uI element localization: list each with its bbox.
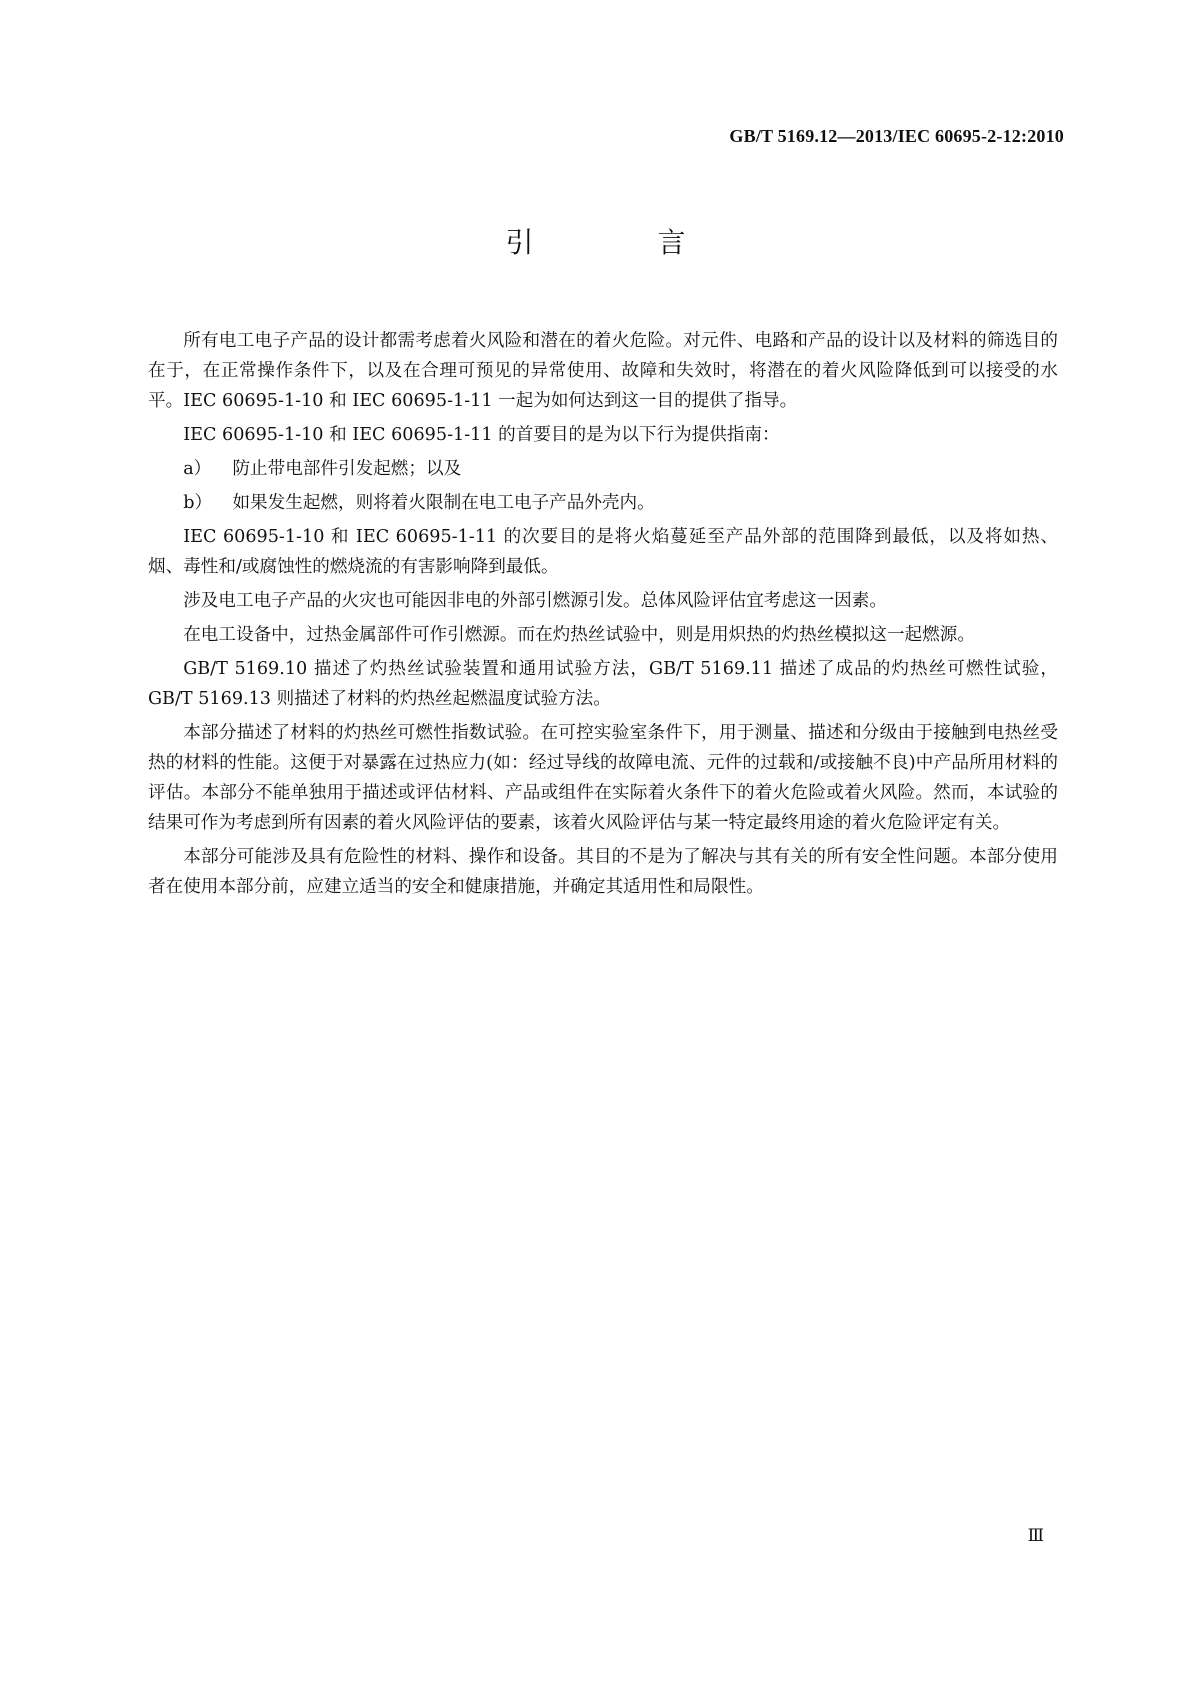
- list-item-marker: a）: [183, 459, 212, 479]
- list-item: [148, 488, 1058, 518]
- paragraph: IEC 60695-1-10 和 IEC 60695-1-11 的次要目的是将火焰蔓延至产品外部的范围降到最低，以及将如热、烟、毒性和/或腐蚀性的燃烧流的有害影响降到最低。: [148, 527, 1058, 577]
- paragraph: IEC 60695-1-10 和 IEC 60695-1-11 的首要目的是为以下行为提供指南：: [183, 425, 780, 445]
- paragraph: 所有电工电子产品的设计都需考虑着火风险和潜在的着火危险。对元件、电路和产品的设计以及材料的筛选目的在于，在正常操作条件下，以及在合理可预见的异常使用、故障和失效时，将潜在的着火风险降低到可以接受的水平。IEC 60695-1-10 和 IEC 60695-1-11 一起为如何达到这一目的提供了指导。: [148, 331, 1058, 411]
- standard-code-header: GB/T 5169.12—2013/IEC 60695-2-12:2010: [729, 126, 1064, 146]
- paragraph: 本部分描述了材料的灼热丝可燃性指数试验。在可控实验室条件下，用于测量、描述和分级由于接触到电热丝受热的材料的性能。这便于对暴露在过热应力(如：经过导线的故障电流、元件的过载和/或接触不良)中产品所用材料的评估。本部分不能单独用于描述或评估材料、产品或组件在实际着火条件下的着火危险或着火风险。然而，本试验的结果可作为考虑到所有因素的着火风险评估的要素，该着火风险评估与某一特定最终用途的着火危险评定有关。: [148, 723, 1058, 833]
- list-item-text: 防止带电部件引发起燃；以及: [232, 459, 462, 479]
- list-item-marker: b）: [183, 493, 213, 513]
- list-item-text: 如果发生起燃，则将着火限制在电工电子产品外壳内。: [232, 493, 655, 513]
- list-item: [148, 454, 1058, 484]
- paragraph: GB/T 5169.10 描述了灼热丝试验装置和通用试验方法，GB/T 5169.11 描述了成品的灼热丝可燃性试验，GB/T 5169.13 则描述了材料的灼热丝起燃温度试验方法。: [148, 659, 1058, 709]
- page-number: Ⅲ: [1027, 1526, 1043, 1545]
- section-title: 引 言: [505, 226, 734, 259]
- paragraph: 在电工设备中，过热金属部件可作引燃源。而在灼热丝试验中，则是用炽热的灼热丝模拟这一起燃源。: [183, 625, 975, 645]
- paragraph: 涉及电工电子产品的火灾也可能因非电的外部引燃源引发。总体风险评估宜考虑这一因素。: [183, 591, 887, 611]
- body-content: [148, 326, 1058, 906]
- paragraph: 本部分可能涉及具有危险性的材料、操作和设备。其目的不是为了解决与其有关的所有安全性问题。本部分使用者在使用本部分前，应建立适当的安全和健康措施，并确定其适用性和局限性。: [148, 847, 1058, 897]
